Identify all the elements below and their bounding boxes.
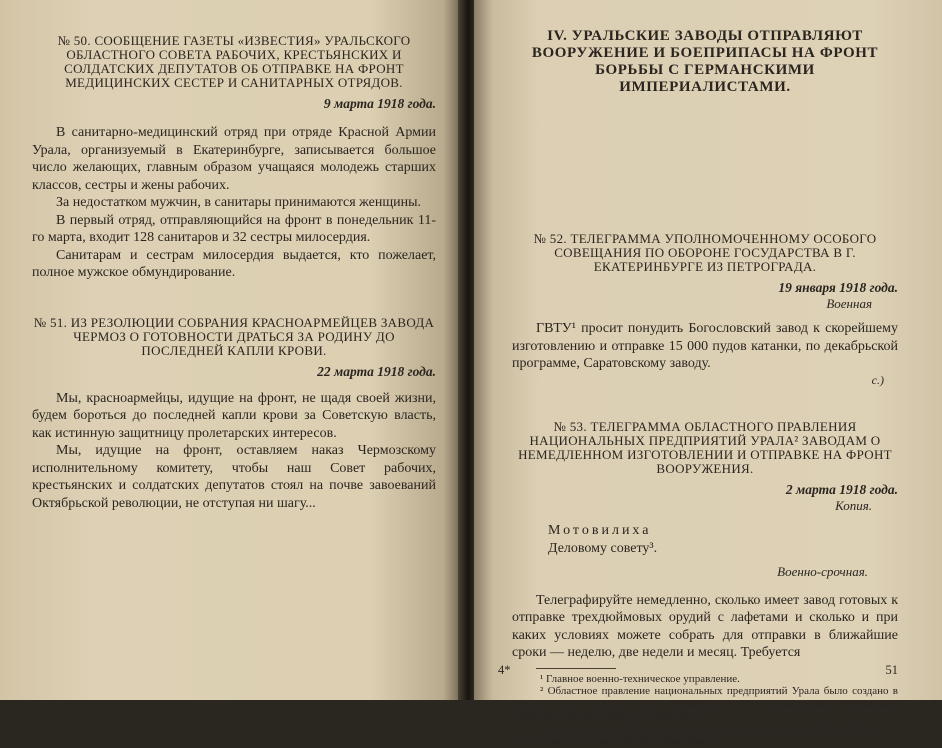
- doc50-paragraph: За недостатком мужчин, в санитары принимаются женщины.: [56, 195, 422, 210]
- doc53-address-line2: Деловому совету³.: [548, 540, 658, 556]
- doc53-urgency: Военно-срочная.: [777, 563, 868, 579]
- doc52-title: № 52. ТЕЛЕГРАММА УПОЛНОМОЧЕННОМУ ОСОБОГО СОВЕЩАНИЯ ПО ОБОРОНЕ ГОСУДАРСТВА В Г. ЕКАТЕРИНБУРГЕ ИЗ ПЕТРОГРАДА.: [533, 231, 877, 274]
- left-page: [0, 0, 462, 700]
- right-page: [474, 0, 942, 747]
- doc53-title: № 53. ТЕЛЕГРАММА ОБЛАСТНОГО ПРАВЛЕНИЯ НАЦИОНАЛЬНЫХ ПРЕДПРИЯТИЙ УРАЛА² ЗАВОДАМ О НЕМЕДЛЕННОМ ИЗГОТОВЛЕНИИ И ОТПРАВКЕ НА ФРОНТ ВООРУЖЕНИЯ.: [518, 418, 892, 476]
- doc53-address-line1: Мотовилиха: [548, 522, 652, 538]
- doc50-title: № 50. СООБЩЕНИЕ ГАЗЕТЫ «ИЗВЕСТИЯ» УРАЛЬСКОГО ОБЛАСТНОГО СОВЕТА РАБОЧИХ, КРЕСТЬЯНСКИХ И СОЛДАТСКИХ ДЕПУТАТОВ ОБ ОТПРАВКЕ НА ФРОНТ МЕДИЦИНСКИХ СЕСТЕР И САНИТАРНЫХ ОТРЯДОВ.: [57, 33, 411, 90]
- footnote: ³ Деловые советы создавались на заводах из представителей рабочих и служащих для управления производством.: [512, 722, 898, 747]
- doc51-date: 22 марта 1918 года.: [317, 363, 436, 379]
- doc52-subtitle: Военная: [826, 296, 872, 311]
- doc52-sign: с.): [871, 372, 884, 387]
- doc50-date: 9 марта 1918 года.: [323, 96, 436, 111]
- doc53-date: 2 марта 1918 года.: [785, 481, 898, 497]
- page-number: 51: [885, 663, 898, 677]
- doc51-paragraph: Мы, красноармейцы, идущие на фронт, не щадя своей жизни, будем бороться до последней капли крови за Советскую власть, как истинную защитницу пролетарских интересов.: [32, 390, 436, 441]
- doc50-paragraph: Санитарам и сестрам милосердия выдается, кто пожелает, полное мужское обмундирование.: [32, 247, 436, 280]
- doc51-paragraph: Мы, идущие на фронт, оставляем наказ Чермозскому исполнительному комитету, чтобы наш Совет рабочих, крестьянских и солдатских депутатов стоял на почве завоеваний Октябрьской революции, не отступая ни шагу...: [32, 443, 436, 511]
- doc53-paragraph: Телеграфируйте немедленно, сколько имеет завод готовых к отправке трехдюймовых орудий с лафетами и сколько и при каких условиях можете собрать для отправки в ближайшие сроки — неделю, две недели и месяц. Требуется: [512, 592, 898, 660]
- doc52-paragraph: ГВТУ¹ просит понудить Богословский завод к скорейшему изготовлению и отправке 15 000 пудов катанки, по декабрьской программе, Саратовскому заводу.: [512, 321, 898, 371]
- doc53-subtitle: Копия.: [835, 497, 872, 513]
- footnote-divider: [536, 668, 616, 669]
- doc50-paragraph: В первый отряд, отправляющийся на фронт в понедельник 11-го марта, входит 128 санитаров и 32 сестры милосердия.: [32, 212, 436, 245]
- signature-mark: 4*: [498, 663, 511, 677]
- section-title: IV. УРАЛЬСКИЕ ЗАВОДЫ ОТПРАВЛЯЮТ ВООРУЖЕНИЕ И БОЕПРИПАСЫ НА ФРОНТ БОРЬБЫ С ГЕРМАНСКИМИ ИМПЕРИАЛИСТАМИ.: [531, 28, 879, 95]
- footnote: ² Областное правление национальных предприятий Урала было создано в начале 1918 года для управления и руководства уральскими национализированными предприятиями.: [512, 685, 898, 722]
- doc51-title: № 51. ИЗ РЕЗОЛЮЦИИ СОБРАНИЯ КРАСНОАРМЕЙЦЕВ ЗАВОДА ЧЕРМОЗ О ГОТОВНОСТИ ДРАТЬСЯ ЗА РОДИНУ ДО ПОСЛЕДНЕЙ КАПЛИ КРОВИ.: [33, 314, 435, 358]
- doc52-date: 19 января 1918 года.: [778, 280, 898, 295]
- footnote: ¹ Главное военно-техническое управление.: [540, 672, 740, 685]
- doc50-paragraph: В санитарно-медицинский отряд при отряде Красной Армии Урала, организуемый в Екатеринбурге, записывается большое число желающих, главным образом учащаяся молодежь старших классов, сестры и жены рабочих.: [32, 125, 436, 193]
